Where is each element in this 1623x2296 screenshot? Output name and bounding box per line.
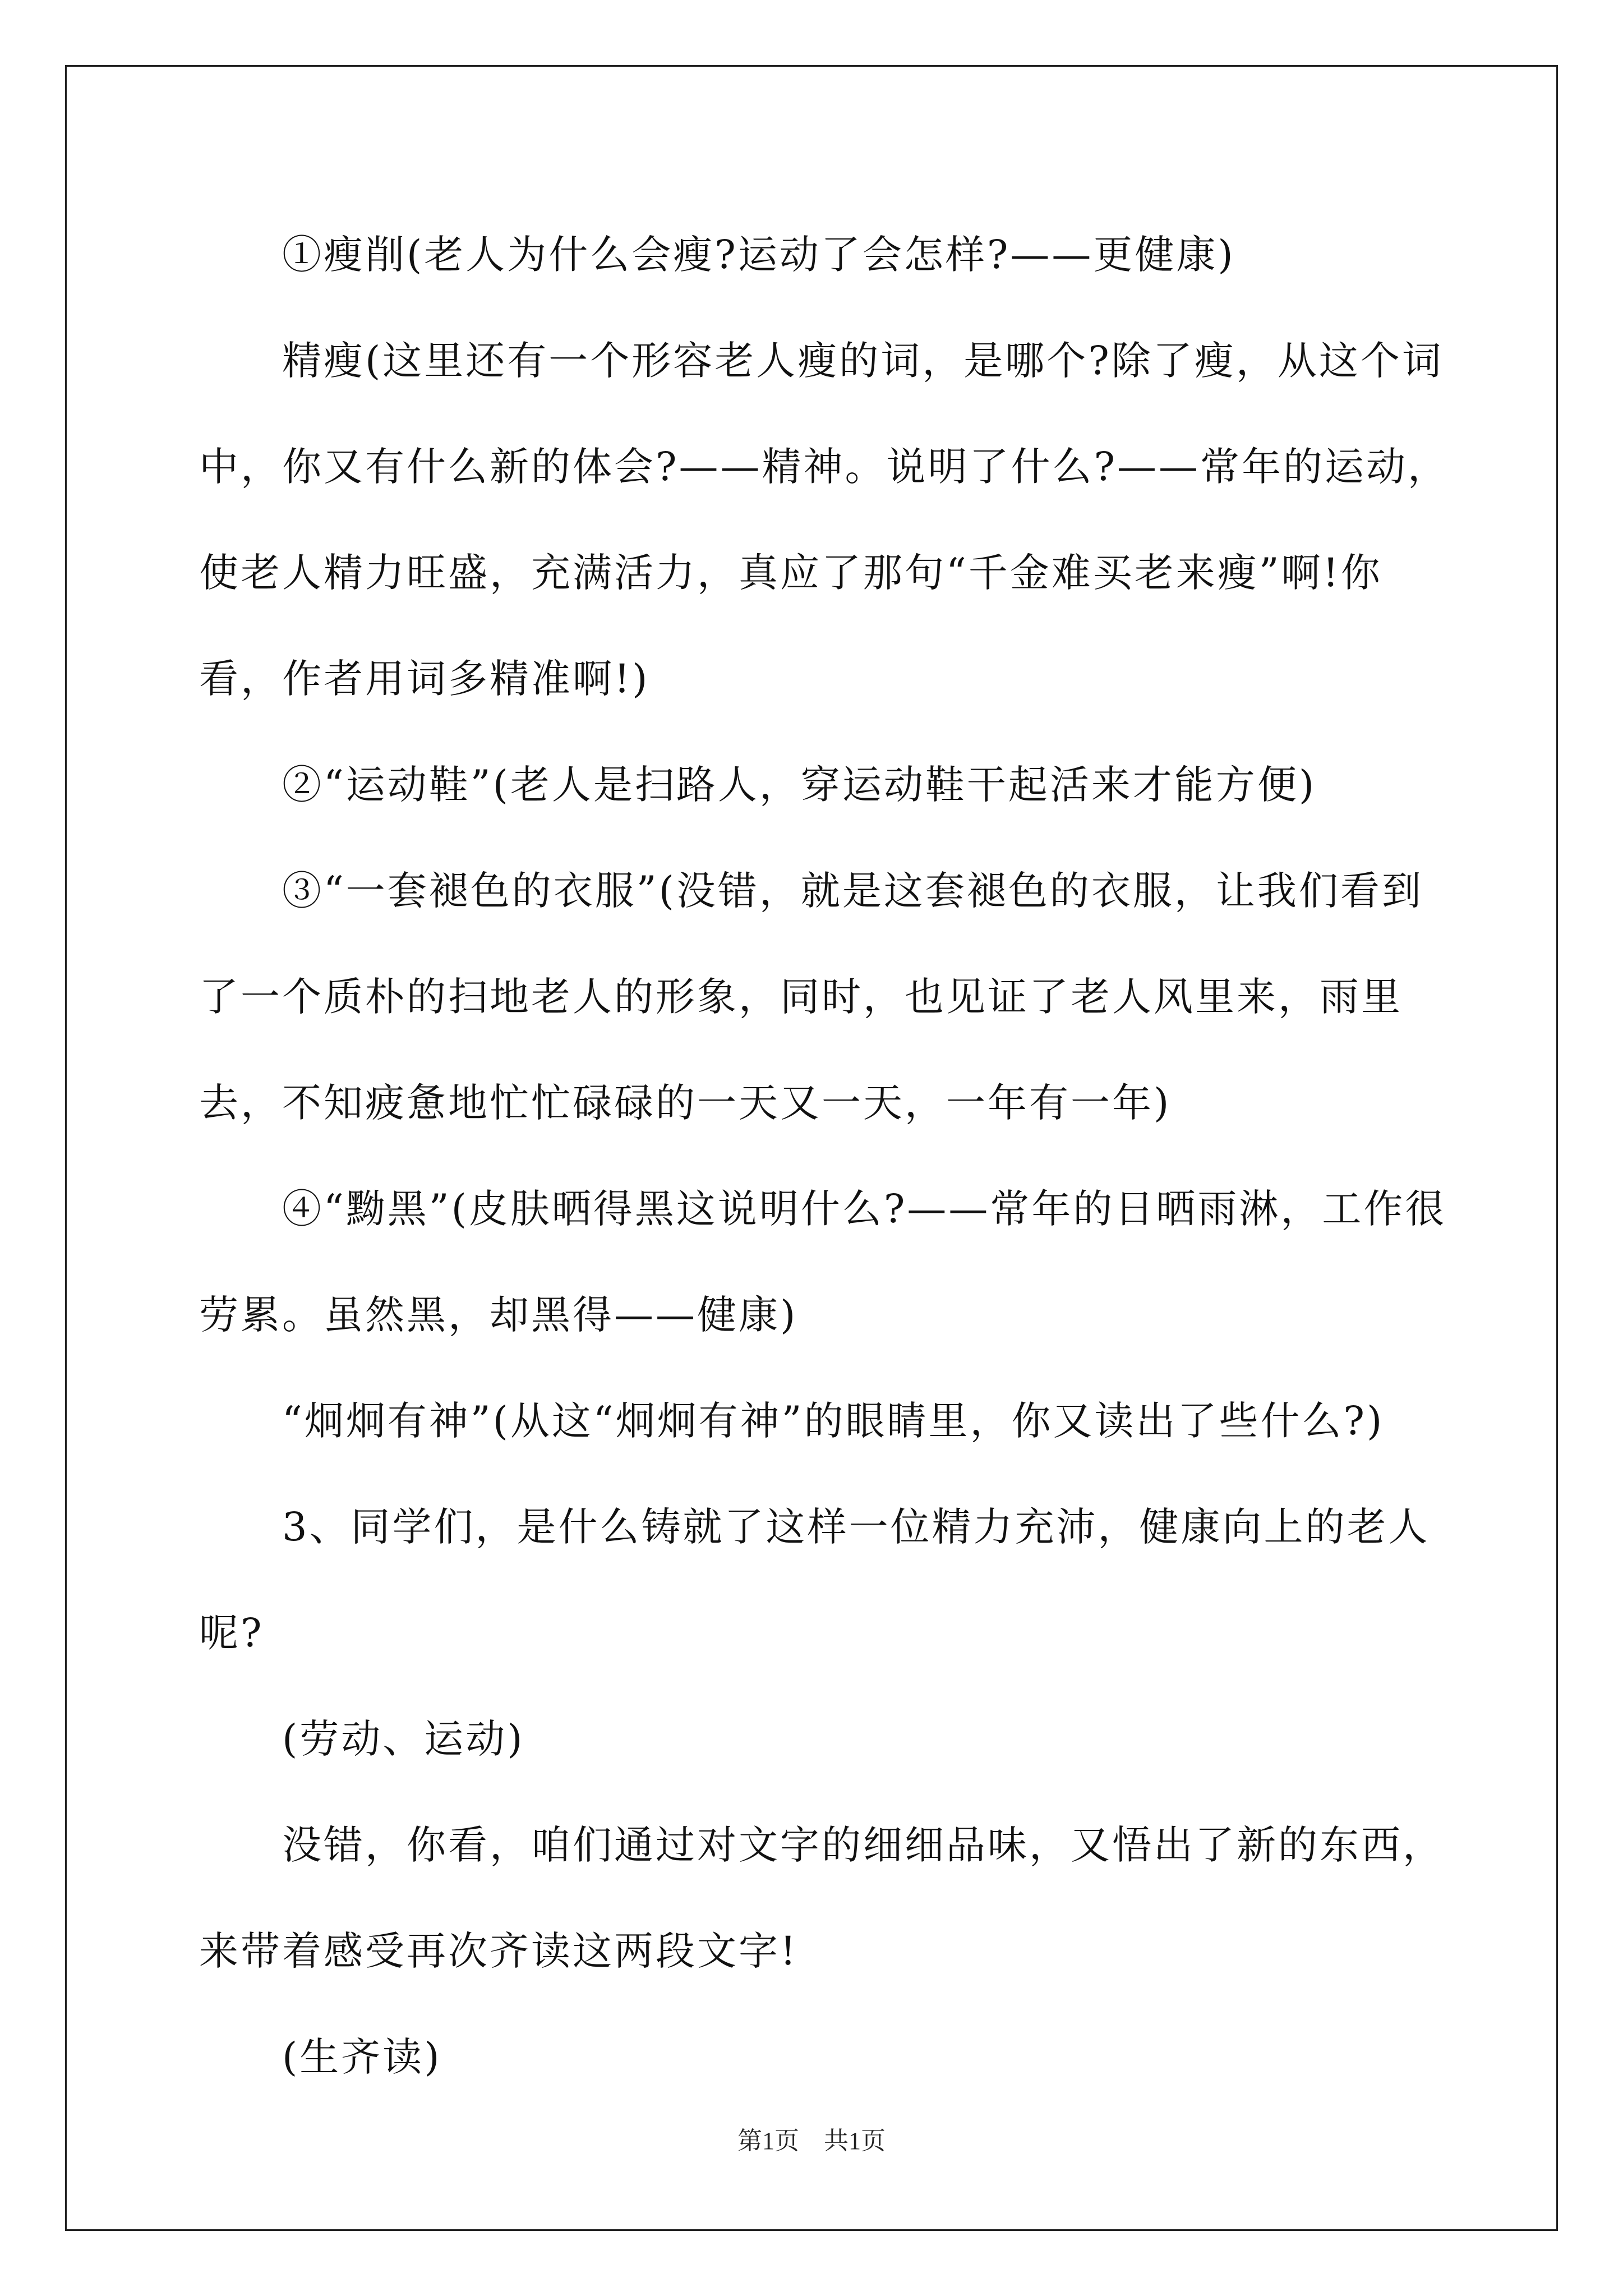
paragraph: “炯炯有神”(从这“炯炯有神”的眼睛里，你又读出了些什么?): [282, 1398, 1385, 1444]
document-body: [199, 202, 1450, 2110]
paragraph: (劳动、运动): [282, 1716, 525, 1762]
paragraph: ③“一套褪色的衣服”(没错，就是这套褪色的衣服，让我们看到了一个质朴的扫地老人的形象，同时，也见证了老人风里来，雨里去，不知疲惫地忙忙碌碌的一天又一天，一年有一年): [199, 868, 1423, 1126]
paragraph: ④“黝黑”(皮肤晒得黑这说明什么?——常年的日晒雨淋，工作很劳累。虽然黑，却黑得——健康): [199, 1186, 1447, 1338]
paragraph: ①瘦削(老人为什么会瘦?运动了会怎样?——更健康): [282, 232, 1235, 278]
paragraph: ②“运动鞋”(老人是扫路人，穿运动鞋干起活来才能方便): [282, 762, 1317, 808]
paragraph: (生齐读): [282, 2034, 442, 2080]
paragraph: 没错，你看，咱们通过对文字的细细品味，又悟出了新的东西，来带着感受再次齐读这两段文字!: [199, 1822, 1444, 1974]
paragraph: 精瘦(这里还有一个形容老人瘦的词，是哪个?除了瘦，从这个词中，你又有什么新的体会?——精神。说明了什么?——常年的运动，使老人精力旺盛，充满活力，真应了那句“千金难买老来瘦”啊!你看，作者用词多精准啊!): [199, 338, 1450, 702]
paragraph: 3、同学们，是什么铸就了这样一位精力充沛，健康向上的老人呢?: [199, 1504, 1430, 1656]
page-footer: 第1页 共1页: [737, 2127, 886, 2155]
